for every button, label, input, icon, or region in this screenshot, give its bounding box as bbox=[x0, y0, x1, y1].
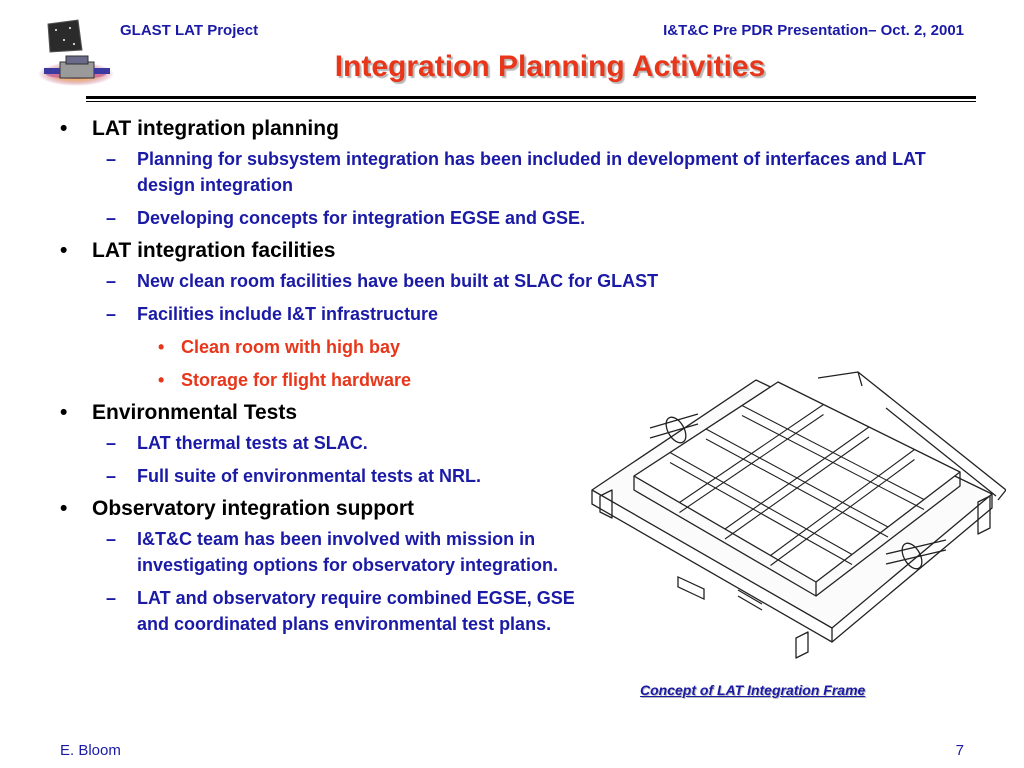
sub-sub-bullet: • Clean room with high bay bbox=[158, 337, 401, 357]
bullet-observatory-integration-support: • Observatory integration support bbox=[60, 497, 415, 520]
sub-bullet: – Developing concepts for integration EGSE and GSE. bbox=[106, 208, 586, 228]
header-project: GLAST LAT Project bbox=[120, 22, 259, 39]
lat-integration-frame-drawing bbox=[586, 368, 1006, 668]
footer-author: E. Bloom bbox=[60, 742, 121, 759]
slide-title: Integration Planning Activities bbox=[334, 50, 766, 83]
sub-bullet: – Full suite of environmental tests at NRL. bbox=[106, 466, 482, 486]
title-rule-thin bbox=[86, 101, 976, 102]
sub-bullet: – LAT and observatory require combined EGSE, GSE and coordinated plans environmental test plans. bbox=[106, 588, 575, 634]
bullet-lat-integration-facilities: • LAT integration facilities bbox=[60, 239, 336, 262]
sub-bullet: – Facilities include I&T infrastructure bbox=[106, 304, 439, 324]
bullet-environmental-tests: • Environmental Tests bbox=[60, 401, 297, 424]
sub-bullet: – New clean room facilities have been built at SLAC for GLAST bbox=[106, 271, 659, 291]
bullet-lat-integration-planning: • LAT integration planning bbox=[60, 117, 339, 140]
page-number: 7 bbox=[955, 742, 964, 759]
sub-bullet: – Planning for subsystem integration has been included in development of interfaces and LAT design integration bbox=[106, 149, 926, 195]
figure-caption: Concept of LAT Integration Frame bbox=[640, 682, 866, 698]
title-rule-thick bbox=[86, 96, 976, 99]
sub-bullet: – LAT thermal tests at SLAC. bbox=[106, 433, 368, 453]
sub-sub-bullet: • Storage for flight hardware bbox=[158, 370, 412, 390]
sub-bullet: – I&T&C team has been involved with mission in investigating options for observatory integration. bbox=[106, 529, 559, 575]
header-presentation: I&T&C Pre PDR Presentation– Oct. 2, 2001 bbox=[663, 22, 964, 39]
